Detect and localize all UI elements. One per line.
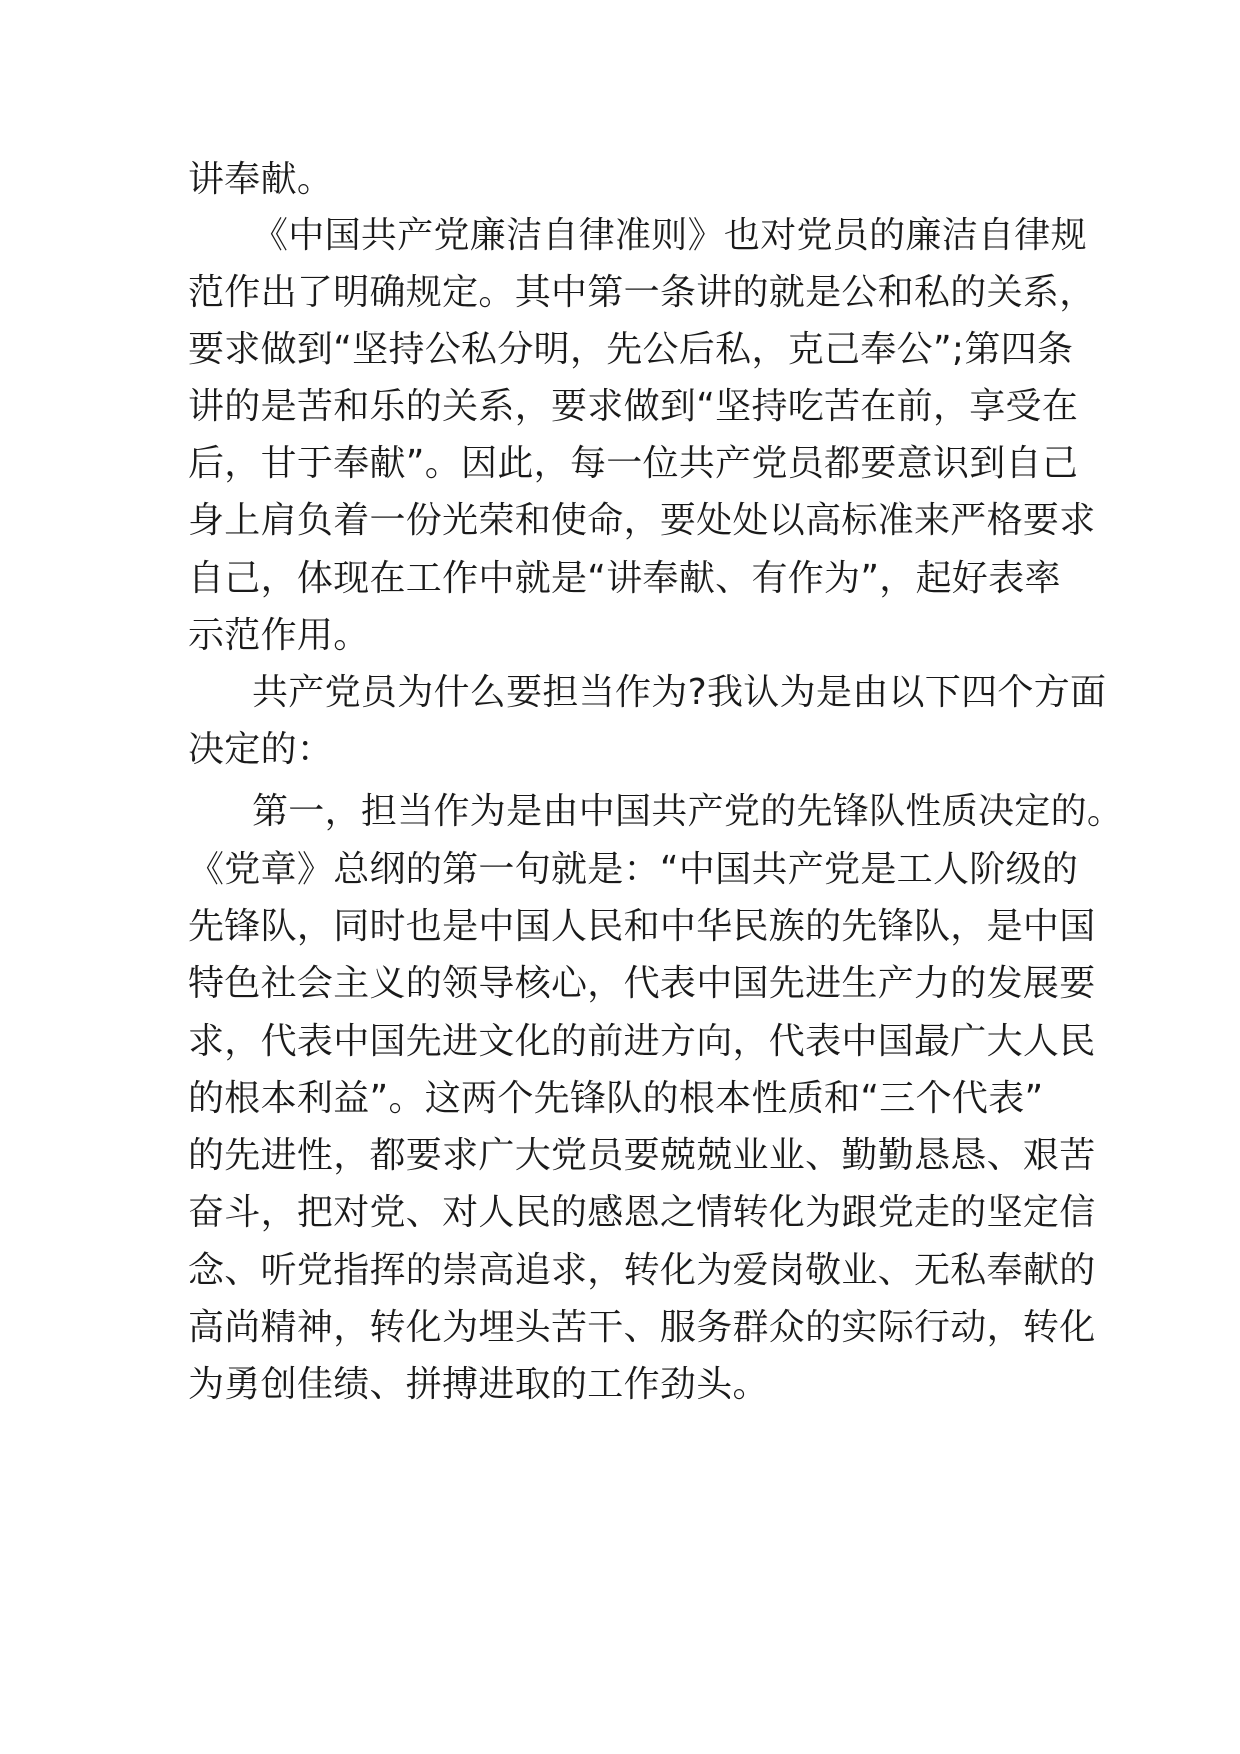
paragraph-first-line: 第一，担当作为是由中国共产党的先锋队性质决定的。 [252, 791, 1124, 832]
text-line: 讲奉献。 [188, 159, 334, 200]
paragraph-first-line: 《中国共产党廉洁自律准则》也对党员的廉洁自律规 [252, 215, 1087, 256]
paragraph-first-line: 共产党员为什么要担当作为?我认为是由以下四个方面 [252, 672, 1107, 713]
text-line: 高尚精神，转化为埋头苦干、服务群众的实际行动，转化 [188, 1307, 1096, 1348]
text-line: 求，代表中国先进文化的前进方向，代表中国最广大人民 [188, 1021, 1096, 1062]
text-line: 决定的： [188, 729, 334, 770]
text-line: 讲的是苦和乐的关系，要求做到“坚持吃苦在前，享受在 [188, 386, 1079, 427]
text-line: 特色社会主义的领导核心，代表中国先进生产力的发展要 [188, 963, 1096, 1004]
text-line: 自己，体现在工作中就是“讲奉献、有作为”，起好表率 [188, 558, 1061, 599]
text-line: 身上肩负着一份光荣和使命，要处处以高标准来严格要求 [188, 500, 1096, 541]
text-line: 后，甘于奉献”。因此，每一位共产党员都要意识到自己 [188, 443, 1079, 484]
text-line: 的根本利益”。这两个先锋队的根本性质和“三个代表” [188, 1078, 1044, 1119]
text-line: 范作出了明确规定。其中第一条讲的就是公和私的关系， [188, 272, 1096, 313]
text-line: 要求做到“坚持公私分明，先公后私，克己奉公”;第四条 [188, 329, 1074, 370]
text-line: 示范作用。 [188, 615, 370, 656]
text-line: 奋斗，把对党、对人民的感恩之情转化为跟党走的坚定信 [188, 1192, 1096, 1233]
text-line: 《党章》总纲的第一句就是：“中国共产党是工人阶级的 [188, 849, 1079, 890]
text-line: 的先进性，都要求广大党员要兢兢业业、勤勤恳恳、艰苦 [188, 1135, 1096, 1176]
text-line: 为勇创佳绩、拼搏进取的工作劲头。 [188, 1364, 769, 1405]
text-line: 先锋队，同时也是中国人民和中华民族的先锋队，是中国 [188, 906, 1096, 947]
text-line: 念、听党指挥的崇高追求，转化为爱岗敬业、无私奉献的 [188, 1250, 1096, 1291]
